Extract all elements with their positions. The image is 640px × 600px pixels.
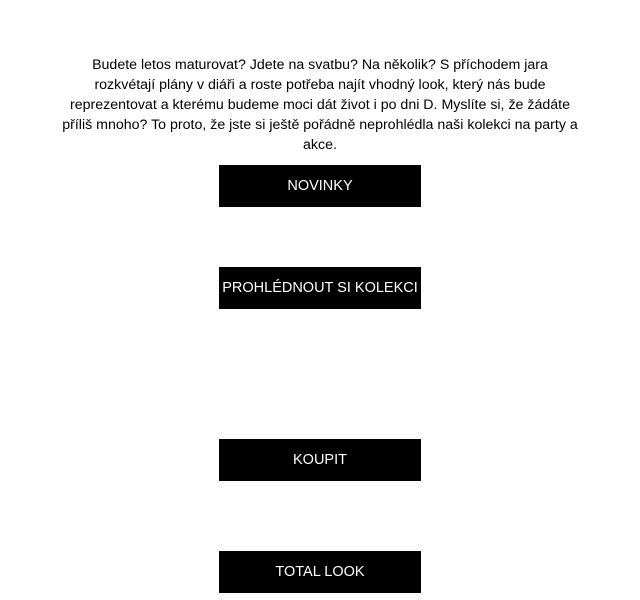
buy-button[interactable]: KOUPIT (219, 439, 421, 481)
novinky-button[interactable]: NOVINKY (219, 165, 421, 207)
browse-collection-button[interactable]: PROHLÉDNOUT SI KOLEKCI (219, 267, 421, 309)
intro-paragraph: Budete letos maturovat? Jdete na svatbu? Na několik? S příchodem jara rozkvétají plány v diáři a roste potřeba najít vhodný look, který nás bude reprezentovat a kterému budeme moci dát život i po dni D. Myslíte si, že žádáte příliš mnoho? To proto, že jste si ještě pořádně neprohlédla naši kolekci na party a akce. (62, 57, 578, 153)
total-look-button[interactable]: TOTAL LOOK (219, 551, 421, 593)
